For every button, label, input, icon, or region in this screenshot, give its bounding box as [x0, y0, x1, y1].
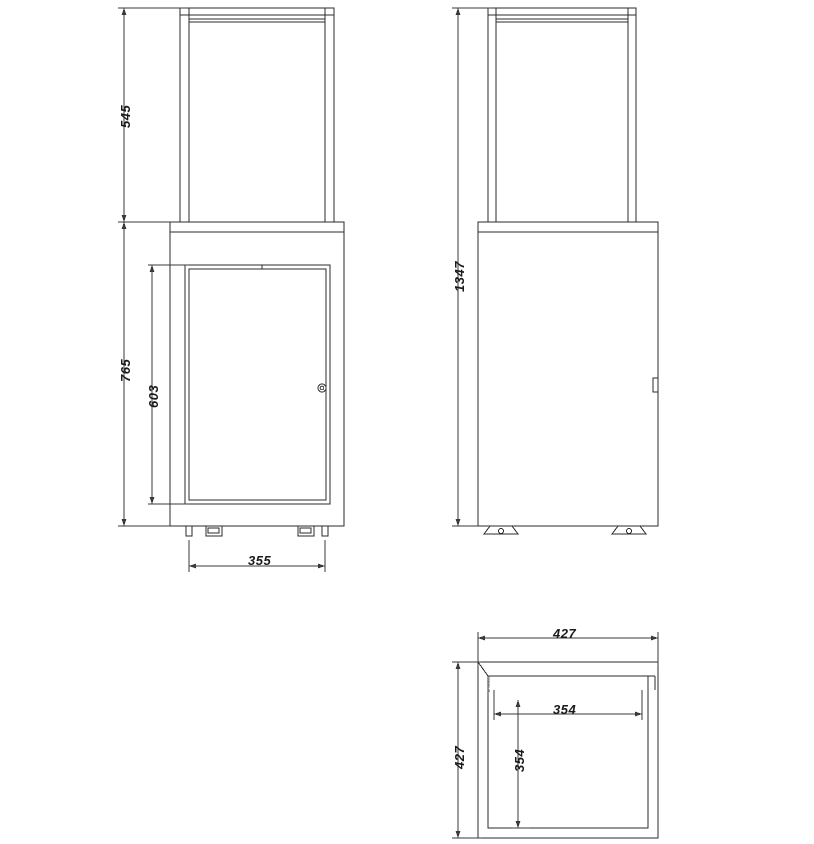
dimension-label-603: 603 [146, 384, 161, 408]
side-view-geometry [478, 8, 658, 534]
dimension-label-545: 545 [118, 104, 133, 128]
front-view-geometry [170, 8, 344, 536]
dimension-label-355: 355 [248, 553, 272, 568]
dimension-label-354-depth: 354 [512, 748, 527, 772]
front-view-dimensions [118, 8, 325, 572]
dimension-label-427-width: 427 [553, 626, 577, 641]
top-view-geometry [478, 662, 658, 838]
dimension-label-1347: 1347 [452, 261, 467, 292]
dimension-label-354-width: 354 [553, 702, 577, 717]
dimension-label-427-depth: 427 [452, 745, 467, 769]
top-view-dimensions [452, 632, 658, 838]
dimension-label-765: 765 [118, 358, 133, 382]
annotation-top-view-note: Ø M6x12 [486, 675, 491, 692]
